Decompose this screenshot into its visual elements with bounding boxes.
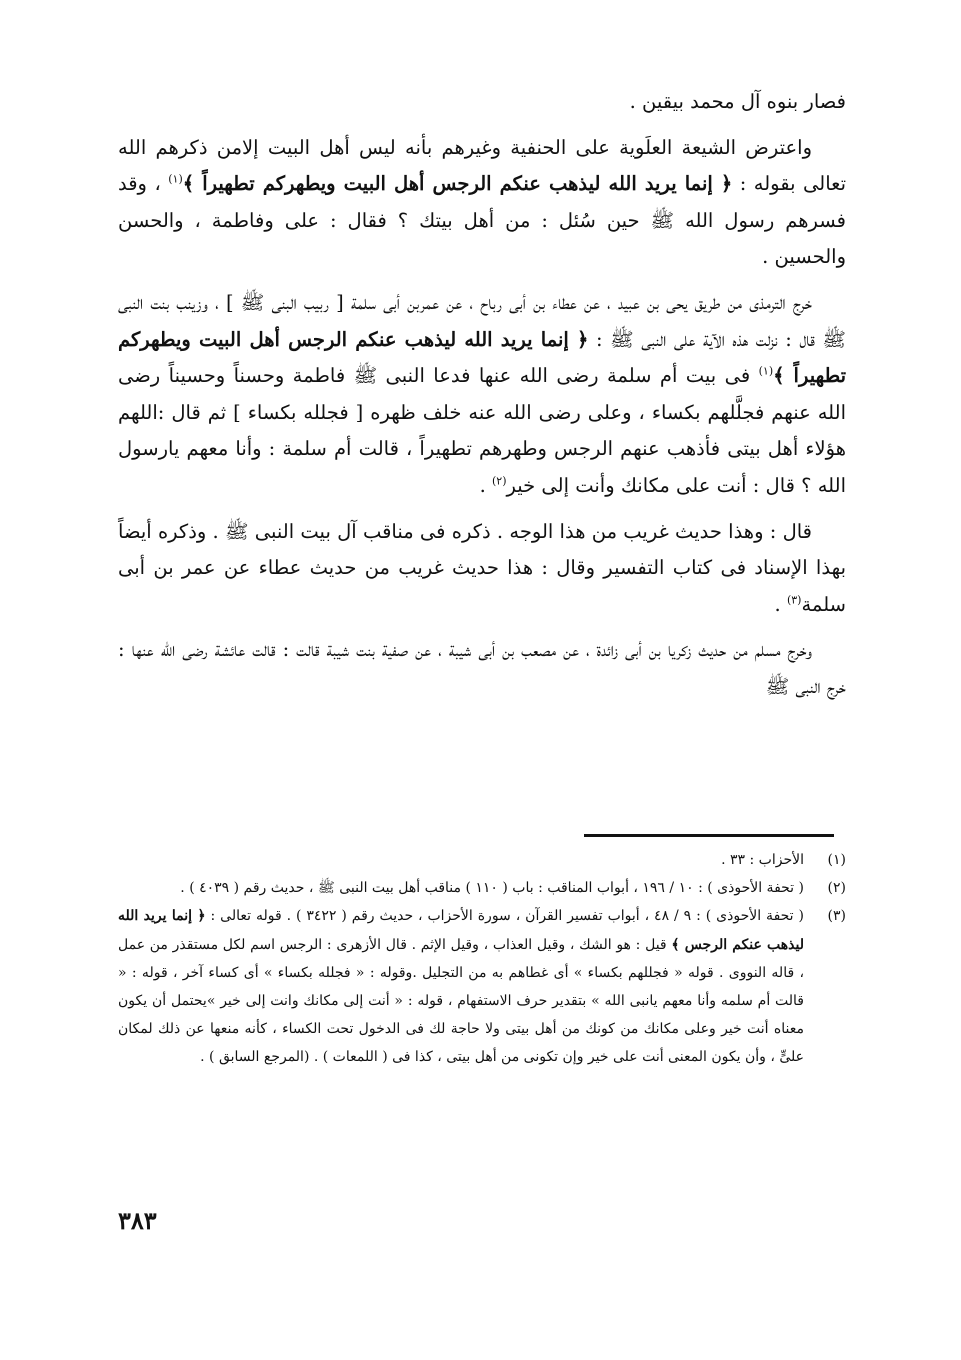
footnote-text: ( تحفة الأحوذى ) : ١٠ / ١٩٦ ، أبواب المناقب : باب ( ١١٠ ) مناقب أهل بيت النبى ﷺ ، حديث رقم ( ٤٠٣٩ ) . <box>180 880 804 897</box>
paragraph-3-text-b: . <box>774 592 787 616</box>
paragraph-1 <box>118 130 846 276</box>
footnote-3 <box>118 902 846 1071</box>
paragraph-0 <box>118 84 846 121</box>
quran-verse: ﴿ إنما يريد الله ليذهب عنكم الرجس أهل البيت ويطهركم تطهيراً ﴾ <box>118 327 846 388</box>
footnote-text <box>118 902 804 1071</box>
footnote-1 <box>118 846 846 874</box>
footnote-ref: (٢) <box>492 474 507 488</box>
footnote-ref: (١) <box>168 172 183 186</box>
footnote-text: الأحزاب : ٣٣ . <box>721 852 804 868</box>
footnote-2 <box>118 874 846 902</box>
paragraph-3-text-a: قال : وهذا حديث غريب من هذا الوجه . ذكره فى مناقب آل بيت النبى ﷺ . وذكره أيضاً بهذا الإسناد فى كتاب التفسير وقال : هذا حديث غريب من حديث عطاء عن عمر بن أبى سلمة <box>118 519 846 616</box>
footnote-number: (٣) <box>827 908 846 925</box>
quran-verse: ﴿ إنما يريد الله ليذهب عنكم الرجس ﴾ <box>118 908 804 953</box>
footnote-ref: (٣) <box>786 593 802 607</box>
footnote-text-b: قيل : هو الشك ، وقيل العذاب ، وقيل الإثم . قال الأزهرى : الرجس اسم لكل مستقذر من عمل ، قاله النووى . قوله « فجللهم بكساء » أى غطاهم به من التجليل .وقوله : « فجلله بكساء » أى كساء آخر ، قوله : « قالت أم سلمه وأنا معهم يانبى الله » بتقدير حرف الاستفهام ، قوله : « أنت إلى مكانك وانت إلى خير »يحتمل أن يكون معناه أنت خير وعلى مكانك من كونك من أهل بيتى ولا حاجة لك فى الدخول تحت الكساء ، كأنه منعها عن ذلك لمكان علىٍّ ، وأن يكون المعنى أنت على خير وإن تكونى من أهل بيتى ، كذا فى ( اللمعات ) . (المرجع السابق ) . <box>118 936 804 1066</box>
main-text <box>118 84 846 715</box>
paragraph-1-text-b: ، وقد فسرهم رسول الله ﷺ حين سُئل : من أهل بيتك ؟ فقال : على وفاطمة ، والحسن والحسين . <box>118 172 846 269</box>
footnotes <box>118 846 846 1072</box>
footnote-number: (٢) <box>827 880 846 897</box>
footnote-separator <box>584 834 834 837</box>
paragraph-4-text: وخرج مسلم من حديث زكريا بن أبى زائدة ، عن مصعب بن أبى شيبة ، عن صفية بنت شيبة قالت : قالت عائشة رضى الله عنها : خرج النبى ﷺ <box>118 638 846 698</box>
paragraph-2-text-b: فى بيت أم سلمة رضى الله عنها فدعا النبى ﷺ فاطمة وحسناً وحسيناً رضى الله عنهم فجلَّلهم بكساء ، وعلى رضى الله عنه خلف ظهره [ فجلله بكساء ] ثم قال :اللهم هؤلاء أهل بيتى فأذهب عنهم الرجس وطهرهم تطهيراً ، قالت أم سلمة : وأنا معهم يارسول الله ؟ قال : أنت على مكانك وأنت إلى خير <box>118 364 846 497</box>
page-number: ٣٨٣ <box>118 1206 157 1235</box>
paragraph-2 <box>118 285 846 505</box>
footnote-ref: (١) <box>758 364 774 378</box>
paragraph-4 <box>118 632 846 705</box>
paragraph-1-text-a: واعترض الشيعة العلَوية على الحنفية وغيرهم بأنه ليس أهل البيت إلامن ذكرهم الله تعالى بقوله : <box>118 135 846 196</box>
quran-verse: ﴿ إنما يريد الله ليذهب عنكم الرجس أهل البيت ويطهركم تطهيراً ﴾ <box>182 172 733 196</box>
footnote-number: (١) <box>827 852 846 868</box>
footnote-text-a: ( تحفة الأحوذى ) : ٩ / ٤٨ ، أبواب تفسير القرآن ، سورة الأحزاب ، حديث رقم ( ٣٤٢٢ ) . قوله تعالى : <box>205 908 804 925</box>
paragraph-2-text-c: . <box>479 473 492 497</box>
paragraph-0-text: فصار بنوه آل محمد بيقين . <box>629 90 846 113</box>
paragraph-2-text-a: خرج الترمذى من طريق يحى بن عبيد ، عن عطاء بن أبى رباح ، عن عمربن أبى سلمة [ ربيب البنى ﷺ ] ، وزينب بنت النبى ﷺ قال : نزلت هذه الآية على النبى ﷺ : <box>118 290 846 351</box>
paragraph-3 <box>118 514 846 624</box>
